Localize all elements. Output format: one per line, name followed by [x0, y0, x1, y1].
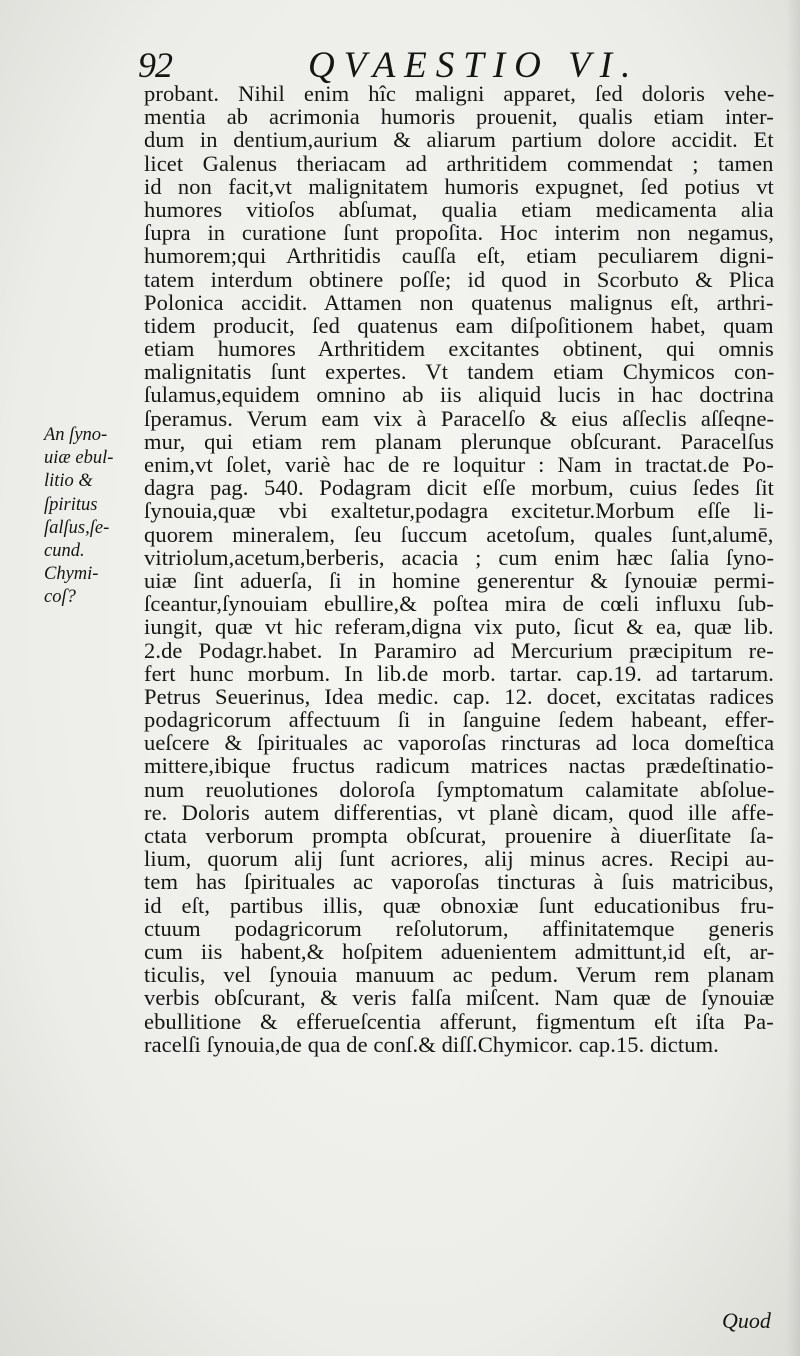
text-line: podagricorum affectuum ſi in ſanguine ſedem habeant, effer-: [144, 707, 775, 733]
text-line: racelſi ſynouia,de qua de conſ.& diſſ.Chymicor. cap.15. dictum.: [144, 1031, 719, 1057]
page-fold-shadow: [786, 0, 800, 1356]
margin-note-line: cund.: [44, 540, 85, 561]
text-line: fert hunc morbum. In lib.de morb. tartar. cap.19. ad tartarum.: [144, 660, 775, 686]
text-line: re. Doloris autem differentias, vt planè dicam, quod ille affe-: [144, 799, 774, 825]
text-line: licet Galenus theriacam ad arthritidem commendat ; tamen: [144, 150, 774, 176]
text-line: mentia ab acrimonia humoris prouenit, qualis etiam inter-: [144, 104, 774, 130]
catchword: Quod: [722, 1308, 771, 1333]
text-line: id non facit,vt malignitatem humoris expugnet, ſed potius vt: [144, 173, 774, 199]
text-line: dum in dentium,aurium & aliarum partium dolore accidit. Et: [144, 127, 774, 153]
text-line: verbis obſcurant, & veris falſa miſcent. Nam quæ de ſynouiæ: [144, 985, 775, 1011]
text-line: ſupra in curatione ſunt propoſita. Hoc interim non negamus,: [144, 220, 775, 246]
text-line: ctata verborum prompta obſcurat, prouenire à diuerſitate ſa-: [144, 823, 774, 848]
text-line: probant. Nihil enim hîc maligni apparet, ſed doloris vehe-: [144, 81, 775, 106]
text-line: tidem producit, ſed quatenus eam diſpoſitionem habet, quam: [144, 312, 774, 338]
margin-note: [44, 424, 140, 610]
text-line: ebullitione & efferueſcentia afferunt, figmentum eſt iſta Pa-: [144, 1008, 774, 1034]
text-line: ſperamus. Verum eam vix à Paracelſo & eius aſſeclis aſſeqne-: [144, 405, 775, 431]
margin-note-line: An ſyno-: [44, 425, 108, 445]
text-line: etiam humores Arthritidem excitantes obtinent, qui omnis: [144, 336, 774, 362]
margin-note-line: ſalſus,ſe-: [44, 517, 110, 538]
text-line: ctuum podagricorum reſolutorum, affinitatemque generis: [144, 915, 774, 941]
text-line: iungit, quæ vt hic referam,digna vix puto, ſicut & ea, quæ lib.: [144, 614, 774, 640]
text-line: ticulis, vel ſynouia manuum ac pedum. Verum rem planam: [144, 962, 775, 988]
page-number: 92: [138, 45, 172, 85]
margin-note-line: uiæ ebul-: [44, 448, 114, 469]
text-line: dagra pag. 540. Podagram dicit eſſe morbum, cuius ſedes ſit: [144, 475, 775, 501]
text-line: ſynouia,quæ vbi exaltetur,podagra excitetur.Morbum eſſe li-: [144, 498, 774, 524]
text-line: Polonica accidit. Attamen non quatenus malignus eſt, arthri-: [144, 289, 774, 315]
margin-note-line: Chymi-: [44, 564, 99, 585]
text-line: 2.de Podagr.habet. In Paramiro ad Mercurium præcipitum re-: [144, 637, 774, 663]
text-line: tatem interdum obtinere poſſe; id quod in Scorbuto & Plica: [144, 266, 775, 292]
text-line: uiæ ſint aduerſa, ſi in homine generentur & ſynouiæ permi-: [144, 567, 775, 593]
text-line: humorem;qui Arthritidis cauſſa eſt, etiam peculiarem digni-: [144, 243, 774, 269]
text-line: malignitatis ſunt expertes. Vt tandem etiam Chymicos con-: [144, 359, 775, 385]
margin-note-line: coſ?: [44, 587, 76, 608]
text-line: quorem mineralem, ſeu ſuccum acetoſum, quales ſunt,alumē,: [144, 521, 774, 547]
text-line: num reuolutiones doloroſa ſymptomatum calamitate abſolue-: [144, 776, 775, 802]
body-text: [144, 82, 792, 1056]
margin-note-line: litio &: [44, 471, 93, 492]
running-head: QVAESTIO VI.: [308, 45, 640, 86]
margin-note-line: ſpiritus: [44, 494, 98, 515]
text-line: humores vitioſos abſumat, qualia etiam medicamenta alia: [144, 196, 774, 222]
text-line: tem has ſpirituales ac vaporoſas tincturas à ſuis matricibus,: [144, 869, 774, 895]
text-line: mur, qui etiam rem planam plerunque obſcurant. Paracelſus: [144, 428, 774, 454]
text-line: enim,vt ſolet, variè hac de re loquitur : Nam in tractat.de Po-: [144, 452, 774, 477]
text-line: vitriolum,acetum,berberis, acacia ; cum enim hæc ſalia ſyno-: [144, 544, 775, 570]
text-line: cum iis habent,& hoſpitem aduenientem admittunt,id eſt, ar-: [144, 938, 775, 964]
text-line: lium, quorum alij ſunt acriores, alij minus acres. Recipi au-: [144, 846, 775, 872]
text-line: mittere,ibique fructus radicum matrices nactas prædeſtinatio-: [144, 753, 774, 779]
text-line: ueſcere & ſpirituales ac vaporoſas rincturas ad loca domeſtica: [144, 730, 775, 756]
text-line: ſceantur,ſynouiam ebullire,& poſtea mira de cœli influxu ſub-: [144, 591, 774, 617]
text-line: ſulamus,equidem omnino ab iis aliquid lucis in hac doctrina: [144, 382, 774, 408]
text-line: Petrus Seuerinus, Idea medic. cap. 12. docet, excitatas radices: [144, 683, 774, 709]
text-line: id eſt, partibus illis, quæ obnoxiæ ſunt educationibus fru-: [144, 892, 775, 918]
